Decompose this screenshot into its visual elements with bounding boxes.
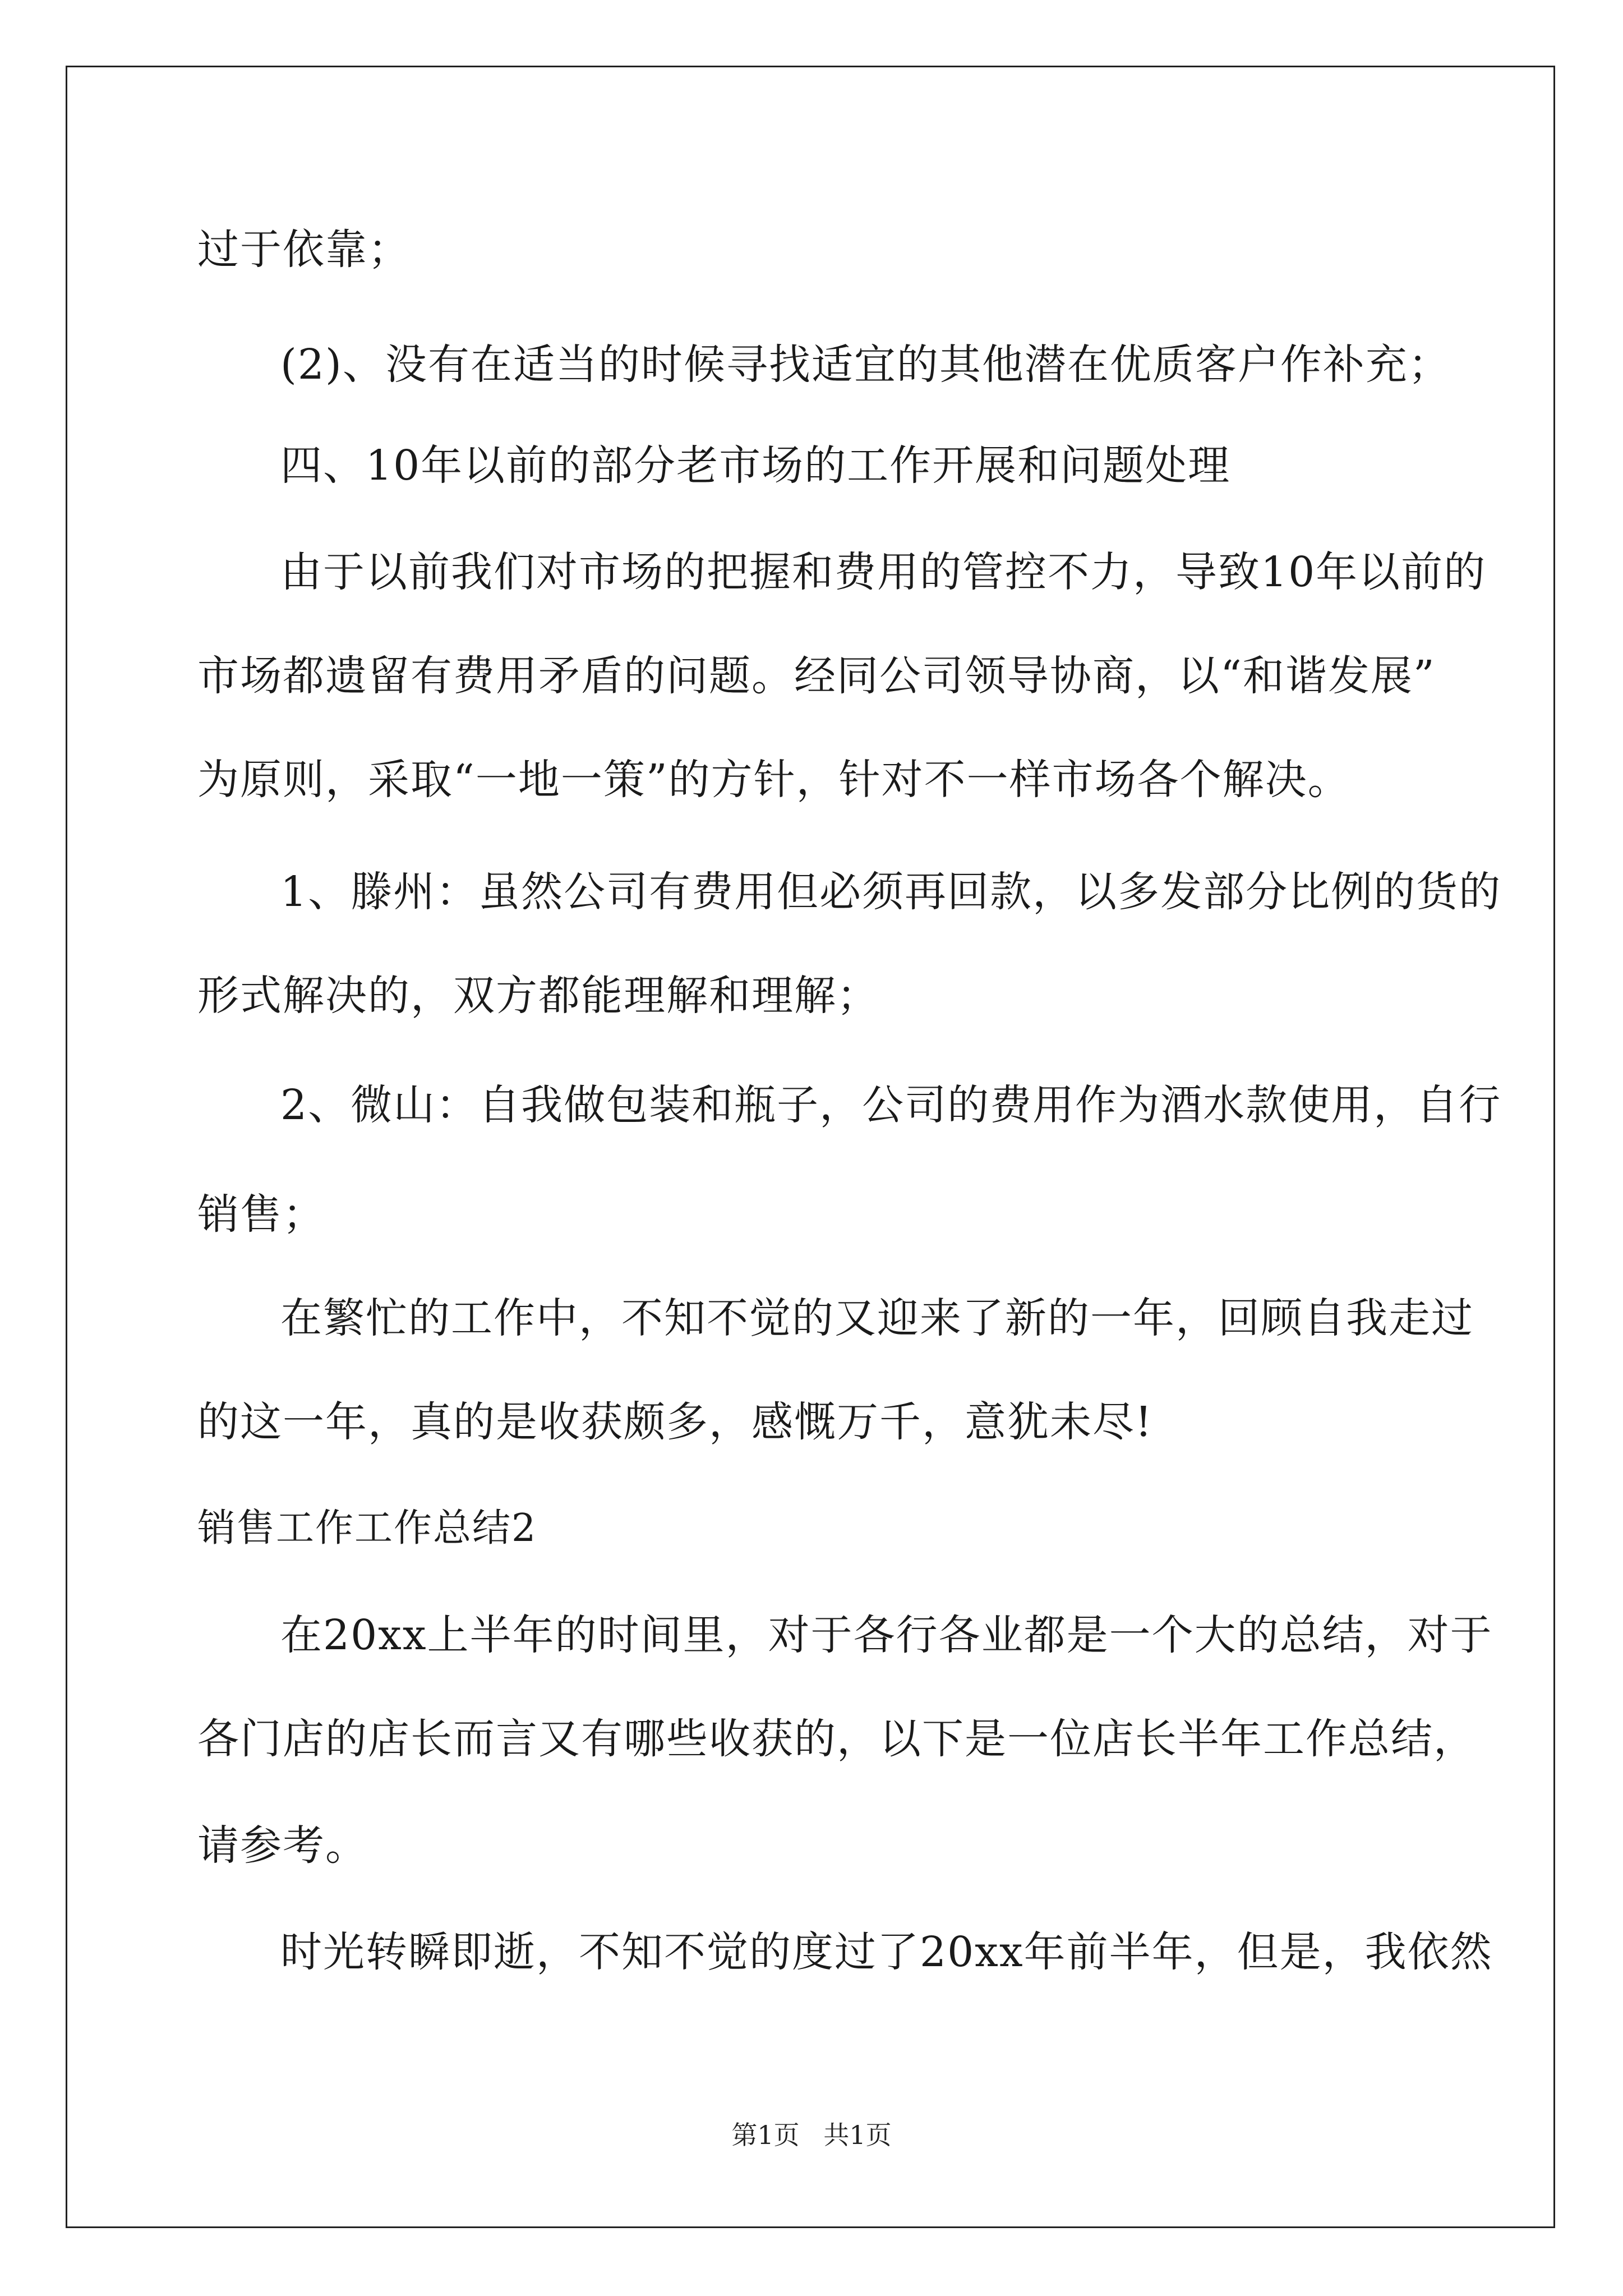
text-line: 时光转瞬即逝，不知不觉的度过了20xx年前半年，但是，我依然 [280, 1928, 1493, 1976]
section-heading: 四、10年以前的部分老市场的工作开展和问题处理 [280, 441, 1231, 490]
text-line: 形式解决的，双方都能理解和理解； [197, 972, 879, 1020]
text-line: (2)、没有在适当的时候寻找适宜的其他潜在优质客户作补充； [280, 341, 1451, 389]
text-line: 1、滕州：虽然公司有费用但必须再回款，以多发部分比例的货的 [280, 868, 1502, 916]
text-line: 的这一年，真的是收获颇多，感慨万千，意犹未尽! [197, 1398, 1153, 1446]
text-line: 由于以前我们对市场的把握和费用的管控不力，导致10年以前的 [280, 548, 1487, 596]
document-heading: 销售工作工作总结2 [197, 1506, 537, 1550]
text-line: 销售； [197, 1190, 325, 1239]
page-total: 共1页 [823, 2120, 892, 2150]
text-line: 市场都遗留有费用矛盾的问题。经同公司领导协商，以“和谐发展” [197, 652, 1436, 700]
page-number: 第1页 [731, 2120, 800, 2150]
text-line: 各门店的店长而言又有哪些收获的，以下是一位店长半年工作总结， [197, 1715, 1476, 1763]
text-line: 请参考。 [197, 1821, 368, 1870]
page-footer [0, 2115, 1623, 2152]
text-line: 为原则，采取“一地一策”的方针，针对不一样市场各个解决。 [197, 756, 1350, 804]
text-line: 在繁忙的工作中，不知不觉的又迎来了新的一年，回顾自我走过 [280, 1294, 1474, 1342]
text-line: 在20xx上半年的时间里，对于各行各业都是一个大的总结，对于 [280, 1611, 1493, 1659]
text-line: 过于依靠； [197, 226, 411, 274]
text-line: 2、微山：自我做包装和瓶子，公司的费用作为酒水款使用，自行 [280, 1081, 1502, 1129]
